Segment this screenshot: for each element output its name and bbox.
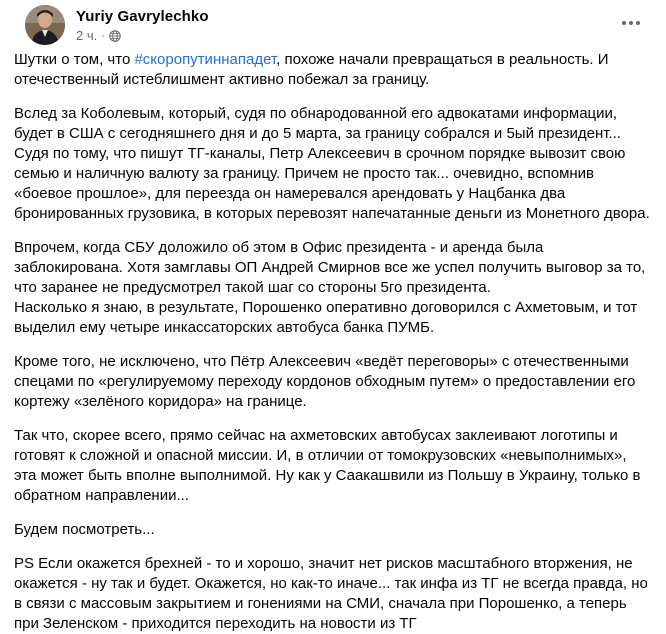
post-paragraph: Вслед за Коболевым, который, судя по обнародованной его адвокатами информации, будет в США с сегодняшнего дня и до 5 марта, за границу собрался и 5ый президент... Судя по тому, что пишут ТГ-каналы, Петр Алексеевич в срочном порядке вывозит свою семью и наличную валюту за границу. Причем не просто так... очевидно, вспомнив «боевое прошлое», для переезда он намеревался арендовать у Нацбанка два бронированных грузовика, в которых перевозят напечатанные деньги из Монетного двора.: [14, 105, 650, 222]
post-time[interactable]: 2 ч.: [76, 28, 98, 43]
post-paragraph: Будем посмотреть...: [14, 521, 155, 538]
user-photo-icon: [25, 5, 65, 45]
post-text: [14, 50, 652, 634]
more-options-button[interactable]: [616, 8, 646, 38]
post-paragraph: Впрочем, когда СБУ доложило об этом в Офис президента - и аренда была заблокирована. Хотя замглавы ОП Андрей Смирнов все же успел получить выговор за то, что заранее не предусмотрел такой шаг со стороны 5го президента.: [14, 239, 646, 296]
post-paragraph: Насколько я знаю, в результате, Порошенко оперативно договорился с Ахметовым, и тот выделил ему четыре инкассаторских автобуса банка ПУМБ.: [14, 299, 638, 336]
more-dot: [629, 21, 633, 25]
globe-icon[interactable]: [109, 30, 121, 42]
avatar[interactable]: [25, 5, 65, 45]
intro-before: Шутки о том, что: [14, 51, 135, 68]
post-paragraph: Так что, скорее всего, прямо сейчас на ахметовских автобусах заклеивают логотипы и готовят к сложной и опасной миссии. И, в отличии от томокрузовских «невыполнимых», эта может быть вполне выполнимой. Ну как у Саакашвили из Польшу в Украину, только в обратном направлении...: [14, 427, 641, 504]
hashtag-link[interactable]: #скоропутиннападет: [134, 51, 277, 68]
post-paragraph: PS Если окажется брехней - то и хорошо, значит нет рисков масштабного вторжения, не окажется - ну так и будет. Окажется, но как-то иначе... так инфа из ТГ не всегда правда, но в связи с массовым закрытием и гонениями на СМИ, сначала при Порошенко, а теперь при Зеленском - приходится переходить на новости из ТГ: [14, 555, 648, 632]
intro-after: , похоже начали превращаться в реальность. И отечественный истеблишмент активно побежал за границу.: [14, 51, 609, 88]
more-horizontal-icon: [622, 21, 626, 25]
post-header: [14, 0, 652, 50]
author-name[interactable]: Yuriy Gavrylechko: [76, 8, 209, 25]
meta-separator: ·: [101, 29, 105, 42]
post-paragraph: Кроме того, не исключено, что Пётр Алексеевич «ведёт переговоры» с отечественными спецами по «регулируемому переходу кордонов обходным путем» о предоставлении его кортежу «зелёного коридора» на границе.: [14, 353, 636, 410]
post-meta: [76, 28, 121, 43]
more-dot: [636, 21, 640, 25]
post-intro: [14, 50, 652, 90]
